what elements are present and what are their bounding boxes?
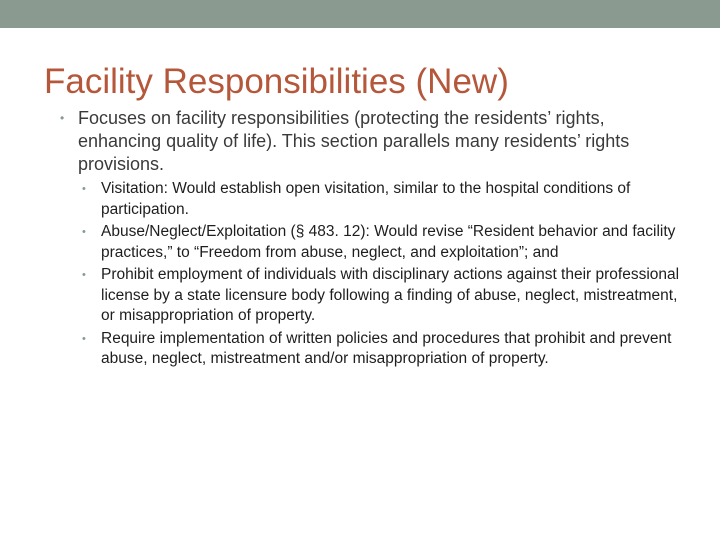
top-accent-band — [0, 0, 720, 28]
sub-bullet-text: Visitation: Would establish open visitation, similar to the hospital conditions of participation. — [101, 180, 631, 218]
sub-bullet-text: Abuse/Neglect/Exploitation (§ 483. 12): Would revise “Resident behavior and facility practices,” to “Freedom from abuse, neglect, and exploitation”; and — [101, 223, 676, 261]
bullet-marker: • — [82, 226, 86, 238]
bullet-marker: • — [60, 111, 65, 125]
sub-bullet-prohibit-employment — [82, 265, 690, 327]
slide-body — [60, 107, 690, 372]
main-bullet-text: Focuses on facility responsibilities (protecting the residents’ rights, enhancing quality of life). This section parallels many residents’ rights provisions. — [78, 108, 630, 174]
bullet-marker: • — [82, 183, 86, 195]
slide-title: Facility Responsibilities (New) — [44, 62, 509, 101]
sub-bullet-text: Require implementation of written policies and procedures that prohibit and prevent abuse, neglect, mistreatment and/or misappropriation of property. — [101, 329, 672, 367]
sub-bullet-visitation — [82, 179, 690, 220]
sub-bullet-text: Prohibit employment of individuals with disciplinary actions against their professional license by a state licensure body following a finding of abuse, neglect, mistreatment, or misappropriation of property. — [101, 266, 680, 324]
bullet-marker: • — [82, 269, 86, 281]
sub-bullet-abuse-neglect — [82, 222, 690, 263]
main-bullet — [60, 107, 690, 176]
bullet-marker: • — [82, 332, 86, 345]
sub-bullet-policies — [82, 329, 690, 370]
sub-bullet-list — [60, 179, 690, 370]
